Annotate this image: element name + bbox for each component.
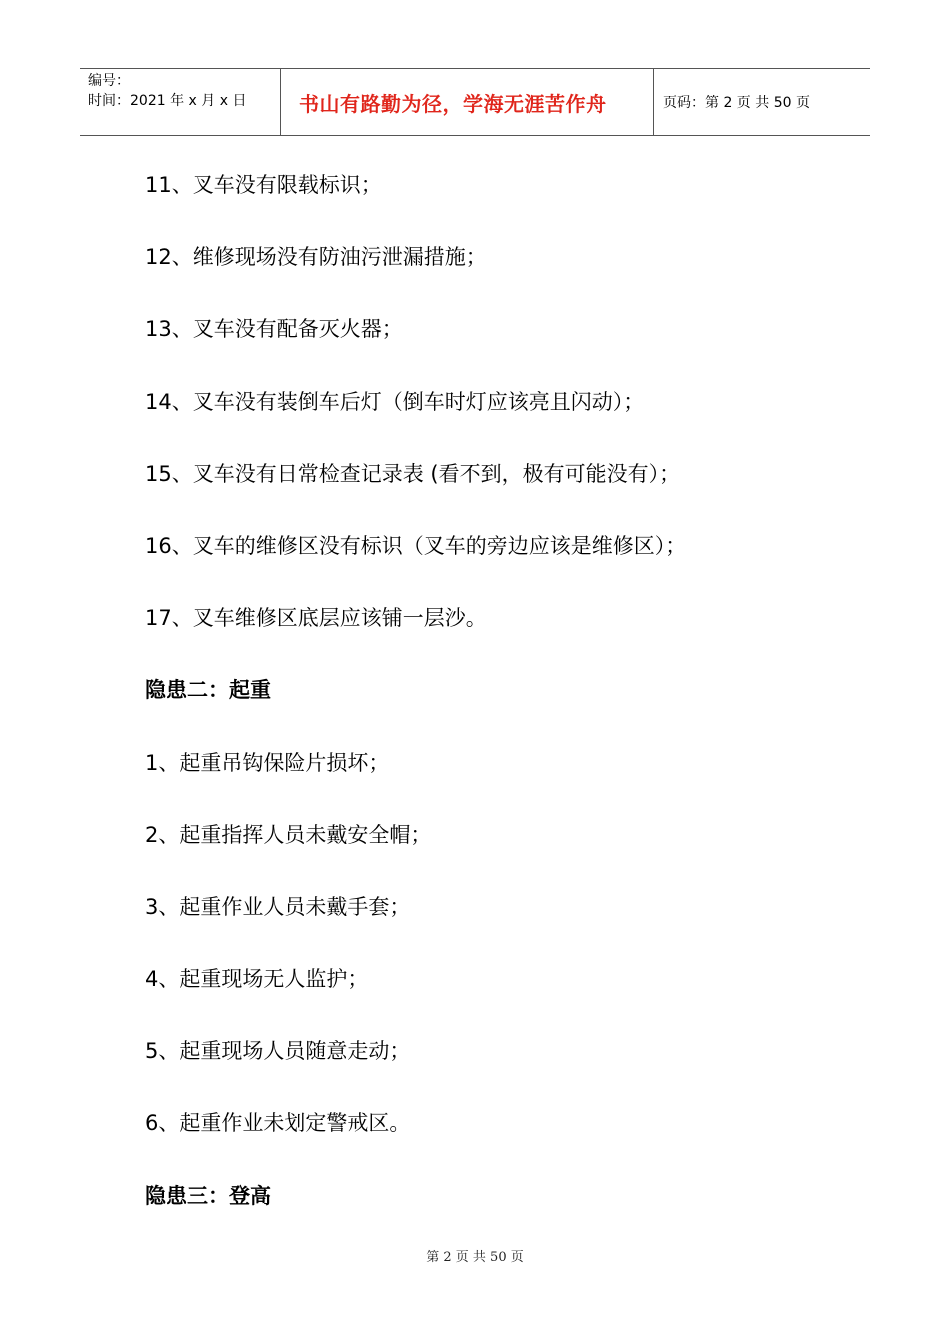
list-item: 13、叉车没有配备灭火器； bbox=[145, 317, 403, 342]
list-item: 15、叉车没有日常检查记录表 (看不到，极有可能没有）； bbox=[145, 461, 681, 486]
list-item: 6、起重作业未划定警戒区。 bbox=[145, 1111, 411, 1136]
header-page-number: 页码：第 2 页 共 50 页 bbox=[663, 95, 810, 111]
document-number-label: 编号： bbox=[88, 73, 130, 89]
list-item: 17、叉车维修区底层应该铺一层沙。 bbox=[145, 606, 487, 631]
header-motto: 书山有路勤为径，学海无涯苦作舟 bbox=[299, 91, 607, 116]
footer-page-number: 第 2 页 共 50 页 bbox=[426, 1250, 524, 1265]
section-heading: 隐患三：登高 bbox=[145, 1183, 271, 1208]
list-item: 11、叉车没有限载标识； bbox=[145, 173, 382, 197]
list-item: 12、维修现场没有防油污泄漏措施； bbox=[145, 245, 487, 270]
header-motto-cell bbox=[281, 69, 654, 135]
list-item: 4、起重现场无人监护； bbox=[145, 967, 369, 992]
header-page-cell bbox=[654, 69, 870, 135]
list-item: 14、叉车没有装倒车后灯（倒车时灯应该亮且闪动）； bbox=[145, 389, 645, 414]
section-heading: 隐患二：起重 bbox=[145, 678, 271, 703]
page-footer bbox=[0, 1246, 950, 1265]
list-item: 16、叉车的维修区没有标识（叉车的旁边应该是维修区）； bbox=[145, 533, 687, 558]
document-body bbox=[145, 170, 845, 1253]
list-item: 5、起重现场人员随意走动； bbox=[145, 1039, 411, 1064]
list-item: 1、起重吊钩保险片损坏； bbox=[145, 750, 390, 775]
page-header bbox=[80, 68, 870, 136]
list-item: 2、起重指挥人员未戴安全帽； bbox=[145, 822, 432, 847]
list-item: 3、起重作业人员未戴手套； bbox=[145, 894, 411, 919]
header-meta-cell bbox=[80, 69, 281, 135]
document-date-label: 时间：2021 年 x 月 x 日 bbox=[88, 93, 247, 109]
